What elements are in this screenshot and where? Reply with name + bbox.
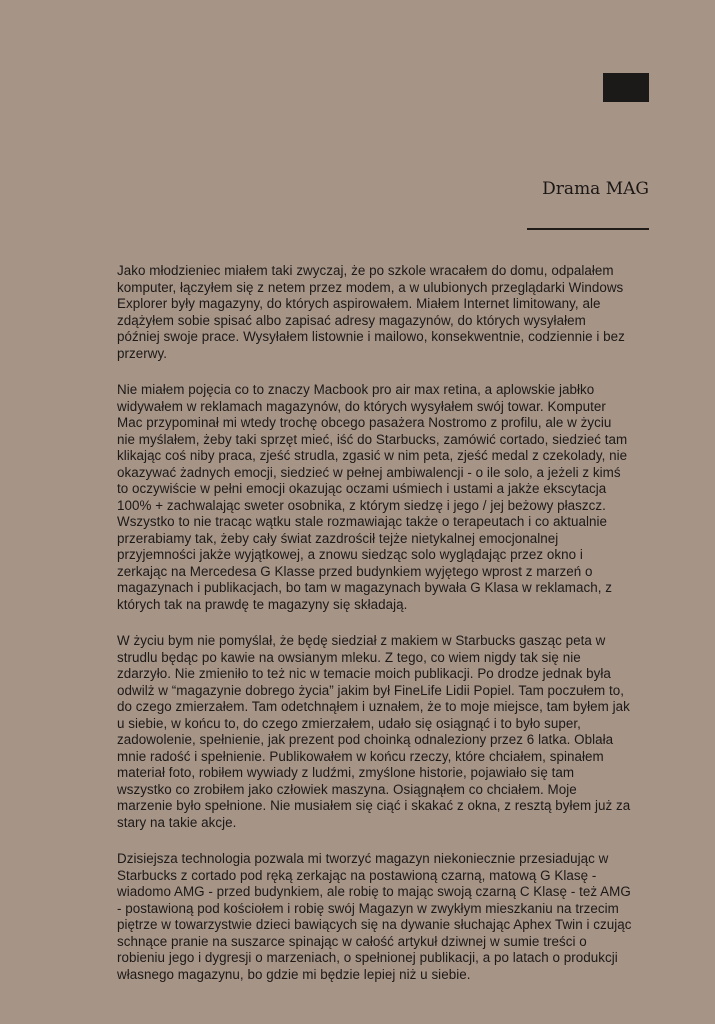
logo-block (603, 73, 649, 102)
title-underline-divider (527, 228, 649, 230)
article-paragraph-1: Jako młodzieniec miałem taki zwyczaj, że po szkole wracałem do domu, odpalałem komputer, łączyłem się z netem przez modem, a w ulubionych przeglądarki Windows Explorer były magazyny, do których aspirowałem. Miałem Internet limitowany, ale zdążyłem sobie spisać albo zapisać adresy magazynów, do których wysyłałem później swoje prace. Wysyłałem listownie i mailowo, konsekwentnie, codziennie i bez przerwy. (117, 263, 625, 361)
article-paragraph-3: W życiu bym nie pomyślał, że będę siedział z makiem w Starbucks gasząc peta w strudlu będąc po kawie na owsianym mleku. Z tego, co wiem nigdy tak się nie zdarzyło. Nie zmieniło to też nic w temacie moich publikacji. Po drodze jednak była odwilż w “magazynie dobrego życia” jakim był FineLife Lidii Popiel. Tam poczułem to, do czego zmierzałem. Tam odetchnąłem i uznałem, że to moje miejsce, tam byłem jak u siebie, w końcu to, do czego zmierzałem, udało się osiągnąć i to było super, zadowolenie, spełnienie, jak prezent pod choinką odnaleziony przez 6 latka. Oblała mnie radość i spełnienie. Publikowałem w końcu rzeczy, które chciałem, spinałem materiał foto, robiłem wywiady z ludźmi, zmyślone historie, pojawiało się tam wszystko co zrobiłem jako człowiek maszyna. Osiągnąłem co chciałem. Moje marzenie było spełnione. Nie musiałem się ciąć i skakać z okna, z resztą byłem już za stary na takie akcje. (117, 633, 631, 830)
magazine-title: Drama MAG (542, 179, 649, 199)
article-body (117, 263, 632, 1003)
article-paragraph-4: Dzisiejsza technologia pozwala mi tworzyć magazyn niekoniecznie przesiadując w Starbucks z cortado pod ręką zerkając na postawioną czarną, matową G Klasę - wiadomo AMG - przed budynkiem, ale robię to mając swoją czarną C Klasę - też AMG - postawioną pod kościołem i robię swój Magazyn w zwykłym mieszkaniu na trzecim piętrze w towarzystwie dzieci bawiących się na dywanie słuchając Aphex Twin i czując schnące pranie na suszarce spinając w całość artykuł dziwnej w sumie treści o robieniu jego i dygresji o marzeniach, o spełnionej publikacji, a po latach o produkcji własnego magazynu, bo gdzie mi będzie lepiej niż u siebie. (117, 851, 632, 982)
article-paragraph-2: Nie miałem pojęcia co to znaczy Macbook pro air max retina, a aplowskie jabłko widywałem w reklamach magazynów, do których wysyłałem swój towar. Komputer Mac przypominał mi wtedy trochę obcego pasażera Nostromo z profilu, ale w życiu nie myślałem, żeby taki sprzęt mieć, iść do Starbucks, zamówić cortado, siedzieć tam klikając coś niby praca, zjeść strudla, zgasić w nim peta, zjeść medal z czekolady, nie okazywać żadnych emocji, siedzieć w pełnej ambiwalencji - o ile solo, a jeżeli z kimś to oczywiście w pełni emocji okazując oczami uśmiech i ustami a jakże ekscytacja 100% + zachwalając sweter osobnika, z którym siedzę i jego / jej beżowy płaszcz. Wszystko to nie tracąc wątku stale rozmawiając także o terapeutach i co aktualnie przerabiamy tak, żeby cały świat zazdrościł tejże nietykalnej emocjonalnej przyjemności jakże wyjątkowej, a znowu siedząc solo wyglądając przez okno i zerkając na Mercedesa G Klasse przed budynkiem wyjętego wprost z marzeń o magazynach i publikacjach, bo tam w magazynach bywała G Klasa w reklamach, z których tak na prawdę te magazyny się składają. (117, 382, 628, 612)
